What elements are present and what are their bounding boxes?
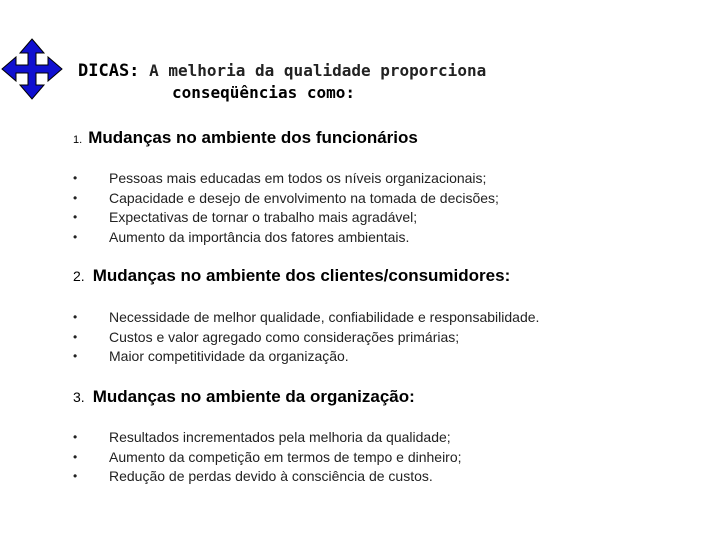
- section-3-number: 3.: [73, 389, 85, 405]
- bullet-icon: •: [73, 329, 78, 344]
- four-way-arrow-icon: [0, 37, 64, 101]
- list-item-text: Capacidade e desejo de envolvimento na tomada de decisões;: [109, 189, 499, 206]
- list-item: [73, 347, 539, 367]
- section-3-title: Mudanças no ambiente da organização:: [92, 387, 415, 406]
- page-title: [78, 60, 486, 103]
- section-1-list: [73, 169, 499, 247]
- bullet-icon: •: [73, 310, 78, 324]
- list-item-text: Maior competitividade da organização.: [109, 348, 349, 364]
- section-1-title: Mudanças no ambiente dos funcionários: [88, 128, 418, 147]
- bullet-icon: •: [73, 449, 78, 464]
- list-item-text: Aumento da competição em termos de tempo e dinheiro;: [109, 448, 462, 465]
- list-item-text: Custos e valor agregado como considerações primárias;: [109, 328, 460, 345]
- section-2-heading: [73, 266, 510, 286]
- section-2-number: 2.: [73, 268, 85, 284]
- list-item-text: Aumento da importância dos fatores ambientais.: [109, 228, 410, 245]
- title-text-line1: A melhoria da qualidade proporciona: [149, 61, 487, 80]
- list-item-text: Necessidade de melhor qualidade, confiabilidade e responsabilidade.: [109, 309, 540, 325]
- bullet-icon: •: [73, 171, 78, 185]
- list-item: [73, 308, 539, 328]
- list-item: [73, 169, 499, 189]
- bullet-icon: •: [73, 469, 78, 483]
- section-1-heading: [73, 128, 418, 148]
- list-item: [73, 228, 499, 248]
- title-label: DICAS:: [78, 61, 140, 81]
- list-item: [73, 467, 462, 487]
- bullet-icon: •: [73, 210, 78, 224]
- list-item: [73, 208, 499, 228]
- list-item-text: Redução de perdas devido à consciência de custos.: [109, 468, 433, 484]
- list-item: [73, 328, 539, 348]
- section-2-title: Mudanças no ambiente dos clientes/consumidores:: [92, 266, 511, 285]
- section-3-list: [73, 428, 462, 487]
- list-item: [73, 448, 462, 468]
- bullet-icon: •: [73, 430, 78, 444]
- bullet-icon: •: [73, 190, 78, 205]
- bullet-icon: •: [73, 349, 78, 363]
- list-item: [73, 428, 462, 448]
- section-1-number: 1.: [73, 134, 83, 146]
- list-item-text: Pessoas mais educadas em todos os níveis organizacionais;: [109, 170, 487, 186]
- bullet-icon: •: [73, 229, 78, 244]
- title-text-line2: conseqüências como:: [172, 83, 356, 102]
- list-item: [73, 189, 499, 209]
- section-3-heading: [73, 387, 415, 407]
- list-item-text: Resultados incrementados pela melhoria da qualidade;: [109, 429, 451, 445]
- section-2-list: [73, 308, 539, 367]
- list-item-text: Expectativas de tornar o trabalho mais agradável;: [109, 209, 418, 225]
